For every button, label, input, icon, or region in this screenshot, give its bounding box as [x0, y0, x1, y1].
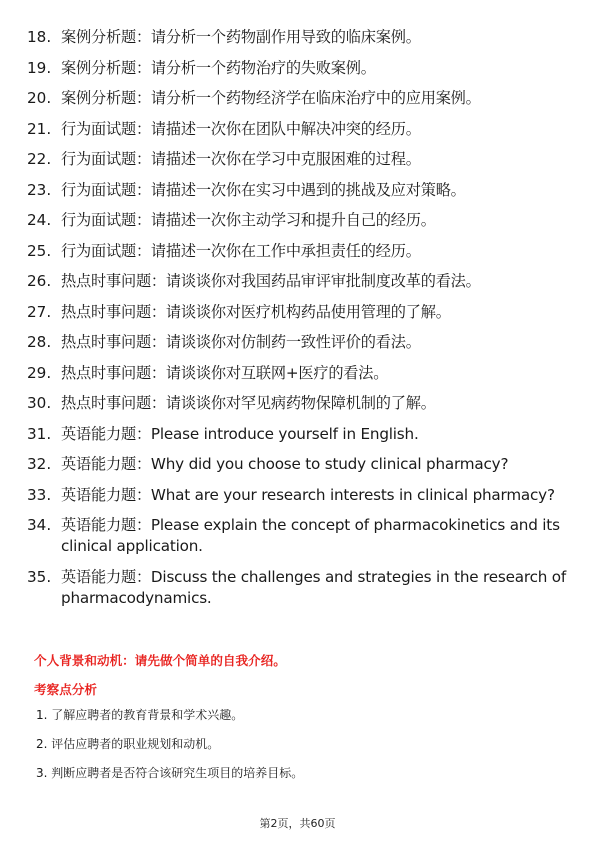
question-number: 35.: [27, 567, 52, 586]
question-item: [27, 485, 567, 506]
question-text: 英语能力题：Please introduce yourself in English.: [61, 424, 419, 443]
question-item: [27, 210, 567, 231]
section-heading: 个人背景和动机：请先做个简单的自我介绍。: [34, 653, 286, 668]
question-item: [27, 180, 567, 201]
analysis-heading: 考察点分析: [34, 682, 97, 697]
question-item: [27, 241, 567, 262]
question-text: 热点时事问题：请谈谈你对罕见病药物保障机制的了解。: [61, 394, 436, 412]
question-item: [27, 393, 567, 414]
question-item: [27, 567, 567, 609]
question-item: [27, 271, 567, 292]
question-text: 行为面试题：请描述一次你在工作中承担责任的经历。: [61, 241, 421, 260]
question-item: [27, 424, 567, 445]
analysis-point: 1. 了解应聘者的教育背景和学术兴趣。: [36, 708, 244, 722]
question-number: 33.: [27, 485, 52, 504]
question-number: 32.: [27, 455, 52, 473]
question-list: [27, 27, 567, 618]
question-number: 18.: [27, 28, 52, 46]
question-text: 行为面试题：请描述一次你在学习中克服困难的过程。: [61, 150, 421, 168]
question-item: [27, 515, 567, 557]
question-item: [27, 149, 567, 170]
question-number: 29.: [27, 363, 52, 382]
question-text: 案例分析题：请分析一个药物副作用导致的临床案例。: [61, 28, 421, 46]
question-text: 热点时事问题：请谈谈你对仿制药一致性评价的看法。: [61, 333, 421, 351]
question-number: 34.: [27, 516, 52, 534]
question-text: 行为面试题：请描述一次你在团队中解决冲突的经历。: [61, 119, 421, 138]
question-item: [27, 454, 567, 475]
question-number: 21.: [27, 119, 52, 138]
analysis-point: 3. 判断应聘者是否符合该研究生项目的培养目标。: [36, 766, 304, 780]
question-number: 30.: [27, 394, 52, 412]
question-number: 27.: [27, 302, 52, 321]
question-item: [27, 58, 567, 79]
question-text: 行为面试题：请描述一次你主动学习和提升自己的经历。: [61, 211, 436, 229]
question-item: [27, 332, 567, 353]
question-number: 26.: [27, 272, 52, 290]
analysis-point: 2. 评估应聘者的职业规划和动机。: [36, 737, 220, 751]
question-text: 热点时事问题：请谈谈你对医疗机构药品使用管理的了解。: [61, 302, 451, 321]
question-text: 英语能力题：Why did you choose to study clinical pharmacy?: [61, 455, 509, 473]
question-text: 热点时事问题：请谈谈你对我国药品审评审批制度改革的看法。: [61, 272, 481, 290]
question-number: 22.: [27, 150, 52, 168]
question-number: 31.: [27, 424, 52, 443]
question-text: 热点时事问题：请谈谈你对互联网+医疗的看法。: [61, 363, 389, 382]
question-text: 英语能力题：What are your research interests in clinical pharmacy?: [61, 485, 555, 504]
question-item: [27, 302, 567, 323]
page-number-footer: 第2页，共60页: [259, 817, 336, 830]
question-text: 英语能力题：Please explain the concept of pharmacokinetics and its clinical application.: [61, 516, 560, 555]
question-number: 19.: [27, 58, 52, 77]
question-item: [27, 363, 567, 384]
question-number: 28.: [27, 333, 52, 351]
question-number: 24.: [27, 211, 52, 229]
question-number: 20.: [27, 89, 52, 107]
question-item: [27, 88, 567, 109]
question-text: 行为面试题：请描述一次你在实习中遇到的挑战及应对策略。: [61, 180, 466, 199]
question-text: 案例分析题：请分析一个药物治疗的失败案例。: [61, 58, 376, 77]
question-number: 25.: [27, 241, 52, 260]
question-text: 案例分析题：请分析一个药物经济学在临床治疗中的应用案例。: [61, 89, 481, 107]
question-item: [27, 119, 567, 140]
question-item: [27, 27, 567, 48]
question-text: 英语能力题：Discuss the challenges and strategies in the research of pharmacodynamics.: [61, 567, 567, 607]
analysis-point-list: [36, 707, 303, 794]
question-number: 23.: [27, 180, 52, 199]
